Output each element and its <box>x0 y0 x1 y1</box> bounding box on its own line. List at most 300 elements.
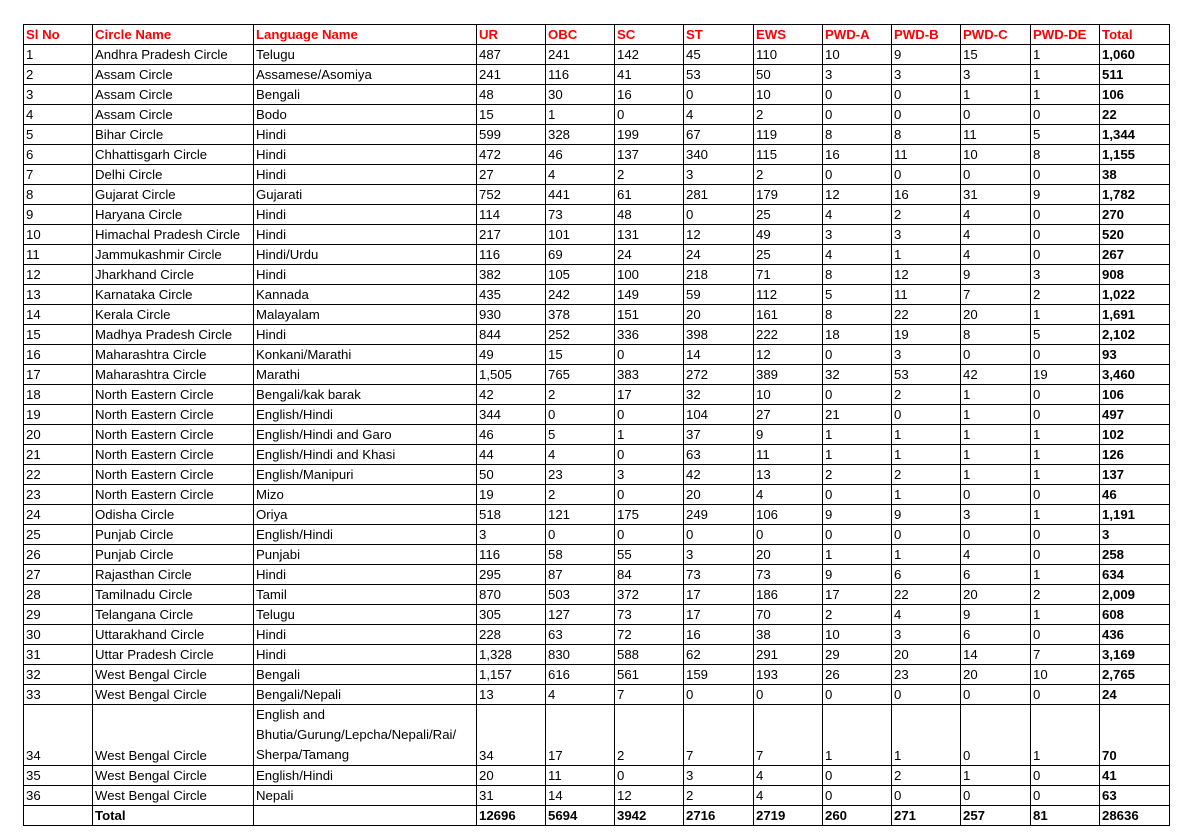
total-cell-ur: 12696 <box>477 806 546 826</box>
cell-sc: 0 <box>615 345 684 365</box>
cell-obc: 328 <box>546 125 615 145</box>
cell-pwd-a: 3 <box>823 225 892 245</box>
cell-total: 1,022 <box>1100 285 1170 305</box>
cell-sl-no: 13 <box>24 285 93 305</box>
cell-ur: 42 <box>477 385 546 405</box>
cell-obc: 0 <box>546 405 615 425</box>
cell-pwd-c: 9 <box>961 605 1031 625</box>
cell-circle-name: Jharkhand Circle <box>93 265 254 285</box>
cell-circle-name: West Bengal Circle <box>93 685 254 705</box>
cell-ur: 34 <box>477 705 546 766</box>
cell-ur: 15 <box>477 105 546 125</box>
cell-pwd-de: 0 <box>1031 165 1100 185</box>
column-header-pwd-c: PWD-C <box>961 25 1031 45</box>
cell-st: 340 <box>684 145 754 165</box>
table-row <box>24 525 1170 545</box>
cell-pwd-de: 9 <box>1031 185 1100 205</box>
cell-total: 608 <box>1100 605 1170 625</box>
table-row <box>24 645 1170 665</box>
cell-language-name: Bodo <box>254 105 477 125</box>
table-row <box>24 405 1170 425</box>
cell-pwd-de: 1 <box>1031 705 1100 766</box>
cell-total: 2,009 <box>1100 585 1170 605</box>
cell-pwd-a: 8 <box>823 265 892 285</box>
cell-pwd-b: 53 <box>892 365 961 385</box>
cell-sl-no: 28 <box>24 585 93 605</box>
cell-obc: 2 <box>546 485 615 505</box>
cell-pwd-de: 3 <box>1031 265 1100 285</box>
cell-st: 0 <box>684 85 754 105</box>
table-row <box>24 165 1170 185</box>
cell-sl-no: 3 <box>24 85 93 105</box>
cell-total: 908 <box>1100 265 1170 285</box>
cell-pwd-c: 3 <box>961 65 1031 85</box>
cell-obc: 241 <box>546 45 615 65</box>
cell-st: 4 <box>684 105 754 125</box>
cell-pwd-de: 1 <box>1031 445 1100 465</box>
cell-obc: 4 <box>546 685 615 705</box>
cell-pwd-a: 0 <box>823 766 892 786</box>
cell-obc: 830 <box>546 645 615 665</box>
cell-ur: 116 <box>477 245 546 265</box>
cell-circle-name: North Eastern Circle <box>93 465 254 485</box>
cell-sc: 561 <box>615 665 684 685</box>
cell-pwd-c: 0 <box>961 525 1031 545</box>
cell-sl-no: 30 <box>24 625 93 645</box>
cell-ews: 4 <box>754 786 823 806</box>
total-cell-total: 28636 <box>1100 806 1170 826</box>
cell-language-name: English/Manipuri <box>254 465 477 485</box>
cell-ur: 599 <box>477 125 546 145</box>
cell-pwd-c: 15 <box>961 45 1031 65</box>
cell-st: 3 <box>684 545 754 565</box>
cell-pwd-c: 20 <box>961 665 1031 685</box>
cell-sl-no: 7 <box>24 165 93 185</box>
cell-ews: 2 <box>754 165 823 185</box>
cell-language-name: Telugu <box>254 605 477 625</box>
cell-pwd-de: 8 <box>1031 145 1100 165</box>
cell-ews: 73 <box>754 565 823 585</box>
cell-pwd-de: 1 <box>1031 45 1100 65</box>
cell-ews: 10 <box>754 85 823 105</box>
cell-ur: 217 <box>477 225 546 245</box>
cell-circle-name: North Eastern Circle <box>93 385 254 405</box>
cell-pwd-b: 1 <box>892 705 961 766</box>
total-row <box>24 806 1170 826</box>
cell-pwd-b: 19 <box>892 325 961 345</box>
cell-pwd-a: 2 <box>823 605 892 625</box>
table-row <box>24 766 1170 786</box>
cell-obc: 252 <box>546 325 615 345</box>
cell-obc: 765 <box>546 365 615 385</box>
cell-ews: 25 <box>754 205 823 225</box>
cell-pwd-c: 7 <box>961 285 1031 305</box>
cell-sc: 3 <box>615 465 684 485</box>
cell-pwd-c: 4 <box>961 205 1031 225</box>
cell-ur: 930 <box>477 305 546 325</box>
cell-pwd-a: 4 <box>823 245 892 265</box>
cell-pwd-b: 23 <box>892 665 961 685</box>
cell-total: 102 <box>1100 425 1170 445</box>
cell-language-name: Hindi <box>254 125 477 145</box>
cell-pwd-a: 0 <box>823 485 892 505</box>
cell-circle-name: Rajasthan Circle <box>93 565 254 585</box>
cell-pwd-a: 0 <box>823 105 892 125</box>
cell-st: 32 <box>684 385 754 405</box>
cell-obc: 503 <box>546 585 615 605</box>
cell-circle-name: Madhya Pradesh Circle <box>93 325 254 345</box>
cell-pwd-b: 1 <box>892 545 961 565</box>
cell-sc: 48 <box>615 205 684 225</box>
cell-sl-no: 26 <box>24 545 93 565</box>
cell-ur: 31 <box>477 786 546 806</box>
cell-pwd-de: 0 <box>1031 525 1100 545</box>
cell-st: 20 <box>684 485 754 505</box>
cell-language-name: Konkani/Marathi <box>254 345 477 365</box>
vacancy-table <box>23 24 1170 826</box>
cell-sc: 383 <box>615 365 684 385</box>
total-cell-sl-no <box>24 806 93 826</box>
cell-total: 267 <box>1100 245 1170 265</box>
column-header-st: ST <box>684 25 754 45</box>
cell-pwd-de: 0 <box>1031 685 1100 705</box>
cell-ur: 487 <box>477 45 546 65</box>
cell-pwd-b: 0 <box>892 786 961 806</box>
cell-obc: 46 <box>546 145 615 165</box>
cell-ur: 344 <box>477 405 546 425</box>
cell-pwd-c: 20 <box>961 305 1031 325</box>
cell-pwd-de: 1 <box>1031 465 1100 485</box>
cell-circle-name: Odisha Circle <box>93 505 254 525</box>
cell-obc: 121 <box>546 505 615 525</box>
cell-pwd-a: 10 <box>823 625 892 645</box>
cell-sl-no: 35 <box>24 766 93 786</box>
cell-sl-no: 23 <box>24 485 93 505</box>
cell-total: 3 <box>1100 525 1170 545</box>
cell-sl-no: 36 <box>24 786 93 806</box>
cell-total: 2,102 <box>1100 325 1170 345</box>
cell-language-name: Bengali <box>254 665 477 685</box>
cell-pwd-b: 3 <box>892 625 961 645</box>
cell-sl-no: 18 <box>24 385 93 405</box>
cell-obc: 73 <box>546 205 615 225</box>
cell-ur: 3 <box>477 525 546 545</box>
column-header-pwd-b: PWD-B <box>892 25 961 45</box>
cell-pwd-b: 0 <box>892 105 961 125</box>
cell-pwd-de: 19 <box>1031 365 1100 385</box>
cell-ews: 106 <box>754 505 823 525</box>
cell-pwd-a: 17 <box>823 585 892 605</box>
cell-total: 1,191 <box>1100 505 1170 525</box>
cell-language-name: Hindi <box>254 225 477 245</box>
cell-total: 63 <box>1100 786 1170 806</box>
column-header-pwd-de: PWD-DE <box>1031 25 1100 45</box>
table-row <box>24 786 1170 806</box>
cell-pwd-de: 1 <box>1031 85 1100 105</box>
cell-sc: 0 <box>615 105 684 125</box>
cell-total: 520 <box>1100 225 1170 245</box>
total-cell-pwd-a: 260 <box>823 806 892 826</box>
cell-language-name: Bengali/kak barak <box>254 385 477 405</box>
total-cell-obc: 5694 <box>546 806 615 826</box>
cell-obc: 105 <box>546 265 615 285</box>
cell-total: 126 <box>1100 445 1170 465</box>
cell-pwd-c: 1 <box>961 465 1031 485</box>
cell-pwd-a: 2 <box>823 465 892 485</box>
cell-obc: 242 <box>546 285 615 305</box>
cell-pwd-c: 1 <box>961 405 1031 425</box>
cell-total: 1,155 <box>1100 145 1170 165</box>
column-header-language-name: Language Name <box>254 25 477 45</box>
cell-ews: 161 <box>754 305 823 325</box>
cell-sc: 55 <box>615 545 684 565</box>
cell-obc: 616 <box>546 665 615 685</box>
cell-st: 281 <box>684 185 754 205</box>
cell-sc: 149 <box>615 285 684 305</box>
cell-ews: 13 <box>754 465 823 485</box>
cell-circle-name: Kerala Circle <box>93 305 254 325</box>
cell-pwd-b: 0 <box>892 685 961 705</box>
cell-ews: 222 <box>754 325 823 345</box>
cell-pwd-de: 0 <box>1031 345 1100 365</box>
total-cell-pwd-c: 257 <box>961 806 1031 826</box>
cell-sc: 7 <box>615 685 684 705</box>
cell-pwd-c: 0 <box>961 685 1031 705</box>
cell-sl-no: 32 <box>24 665 93 685</box>
cell-pwd-de: 0 <box>1031 786 1100 806</box>
cell-pwd-c: 10 <box>961 145 1031 165</box>
cell-sl-no: 2 <box>24 65 93 85</box>
cell-sc: 17 <box>615 385 684 405</box>
cell-st: 16 <box>684 625 754 645</box>
cell-obc: 11 <box>546 766 615 786</box>
cell-ur: 48 <box>477 85 546 105</box>
cell-sl-no: 25 <box>24 525 93 545</box>
cell-sl-no: 6 <box>24 145 93 165</box>
cell-circle-name: Assam Circle <box>93 105 254 125</box>
cell-language-name: Hindi/Urdu <box>254 245 477 265</box>
cell-sl-no: 14 <box>24 305 93 325</box>
cell-circle-name: Karnataka Circle <box>93 285 254 305</box>
cell-pwd-c: 1 <box>961 445 1031 465</box>
cell-sl-no: 29 <box>24 605 93 625</box>
cell-sc: 61 <box>615 185 684 205</box>
cell-st: 104 <box>684 405 754 425</box>
table-row <box>24 605 1170 625</box>
cell-pwd-b: 8 <box>892 125 961 145</box>
cell-language-name: Hindi <box>254 325 477 345</box>
table-row <box>24 485 1170 505</box>
cell-pwd-b: 1 <box>892 245 961 265</box>
cell-st: 3 <box>684 766 754 786</box>
cell-sl-no: 11 <box>24 245 93 265</box>
cell-st: 17 <box>684 585 754 605</box>
cell-total: 1,691 <box>1100 305 1170 325</box>
cell-st: 159 <box>684 665 754 685</box>
cell-pwd-c: 6 <box>961 565 1031 585</box>
cell-ur: 844 <box>477 325 546 345</box>
cell-circle-name: Delhi Circle <box>93 165 254 185</box>
cell-total: 1,782 <box>1100 185 1170 205</box>
cell-circle-name: Uttarakhand Circle <box>93 625 254 645</box>
cell-total: 24 <box>1100 685 1170 705</box>
cell-total: 137 <box>1100 465 1170 485</box>
table-row <box>24 285 1170 305</box>
table-row <box>24 585 1170 605</box>
cell-language-name: Hindi <box>254 265 477 285</box>
cell-obc: 15 <box>546 345 615 365</box>
cell-sc: 2 <box>615 705 684 766</box>
table-row <box>24 305 1170 325</box>
cell-total: 2,765 <box>1100 665 1170 685</box>
cell-pwd-de: 2 <box>1031 585 1100 605</box>
cell-language-name: Hindi <box>254 145 477 165</box>
cell-sc: 84 <box>615 565 684 585</box>
cell-pwd-c: 8 <box>961 325 1031 345</box>
cell-ur: 228 <box>477 625 546 645</box>
column-header-total: Total <box>1100 25 1170 45</box>
cell-pwd-c: 4 <box>961 245 1031 265</box>
cell-pwd-c: 4 <box>961 225 1031 245</box>
cell-pwd-de: 0 <box>1031 545 1100 565</box>
cell-circle-name: West Bengal Circle <box>93 786 254 806</box>
table-row <box>24 565 1170 585</box>
cell-circle-name: Assam Circle <box>93 65 254 85</box>
cell-pwd-b: 11 <box>892 285 961 305</box>
cell-pwd-c: 1 <box>961 385 1031 405</box>
cell-ur: 382 <box>477 265 546 285</box>
cell-ur: 50 <box>477 465 546 485</box>
cell-obc: 69 <box>546 245 615 265</box>
cell-circle-name: Punjab Circle <box>93 525 254 545</box>
cell-pwd-a: 10 <box>823 45 892 65</box>
cell-obc: 441 <box>546 185 615 205</box>
table-row <box>24 205 1170 225</box>
cell-circle-name: Telangana Circle <box>93 605 254 625</box>
cell-ews: 193 <box>754 665 823 685</box>
total-cell-st: 2716 <box>684 806 754 826</box>
cell-pwd-de: 0 <box>1031 766 1100 786</box>
cell-ews: 49 <box>754 225 823 245</box>
cell-sc: 100 <box>615 265 684 285</box>
cell-circle-name: Assam Circle <box>93 85 254 105</box>
cell-sc: 2 <box>615 165 684 185</box>
table-row <box>24 545 1170 565</box>
table-row <box>24 265 1170 285</box>
cell-pwd-c: 0 <box>961 345 1031 365</box>
cell-pwd-b: 12 <box>892 265 961 285</box>
cell-ews: 7 <box>754 705 823 766</box>
cell-language-name: Nepali <box>254 786 477 806</box>
cell-pwd-a: 0 <box>823 385 892 405</box>
cell-obc: 17 <box>546 705 615 766</box>
cell-st: 2 <box>684 786 754 806</box>
cell-sl-no: 33 <box>24 685 93 705</box>
cell-sc: 72 <box>615 625 684 645</box>
cell-st: 45 <box>684 45 754 65</box>
cell-pwd-b: 0 <box>892 525 961 545</box>
cell-pwd-de: 5 <box>1031 125 1100 145</box>
cell-obc: 23 <box>546 465 615 485</box>
cell-pwd-de: 0 <box>1031 625 1100 645</box>
cell-st: 0 <box>684 525 754 545</box>
cell-sl-no: 17 <box>24 365 93 385</box>
cell-total: 38 <box>1100 165 1170 185</box>
cell-pwd-b: 1 <box>892 485 961 505</box>
cell-pwd-b: 22 <box>892 305 961 325</box>
cell-circle-name: North Eastern Circle <box>93 405 254 425</box>
cell-total: 106 <box>1100 85 1170 105</box>
cell-total: 70 <box>1100 705 1170 766</box>
cell-sc: 73 <box>615 605 684 625</box>
cell-pwd-de: 10 <box>1031 665 1100 685</box>
cell-sc: 372 <box>615 585 684 605</box>
cell-sl-no: 20 <box>24 425 93 445</box>
cell-pwd-de: 1 <box>1031 565 1100 585</box>
cell-ews: 115 <box>754 145 823 165</box>
cell-obc: 4 <box>546 165 615 185</box>
cell-obc: 378 <box>546 305 615 325</box>
cell-language-name: Hindi <box>254 205 477 225</box>
cell-pwd-de: 1 <box>1031 65 1100 85</box>
cell-language-name: Bengali/Nepali <box>254 685 477 705</box>
total-cell-language-name <box>254 806 477 826</box>
cell-pwd-c: 1 <box>961 425 1031 445</box>
cell-pwd-a: 29 <box>823 645 892 665</box>
cell-circle-name: Uttar Pradesh Circle <box>93 645 254 665</box>
cell-pwd-a: 4 <box>823 205 892 225</box>
cell-pwd-de: 0 <box>1031 385 1100 405</box>
cell-total: 497 <box>1100 405 1170 425</box>
cell-pwd-c: 42 <box>961 365 1031 385</box>
cell-pwd-de: 0 <box>1031 485 1100 505</box>
cell-pwd-b: 9 <box>892 505 961 525</box>
cell-pwd-c: 20 <box>961 585 1031 605</box>
cell-st: 17 <box>684 605 754 625</box>
cell-sc: 0 <box>615 766 684 786</box>
cell-st: 73 <box>684 565 754 585</box>
cell-circle-name: Bihar Circle <box>93 125 254 145</box>
cell-sl-no: 4 <box>24 105 93 125</box>
cell-ews: 25 <box>754 245 823 265</box>
cell-ur: 19 <box>477 485 546 505</box>
cell-language-name: Tamil <box>254 585 477 605</box>
cell-pwd-de: 0 <box>1031 405 1100 425</box>
cell-ews: 291 <box>754 645 823 665</box>
cell-sc: 151 <box>615 305 684 325</box>
cell-st: 62 <box>684 645 754 665</box>
cell-pwd-a: 8 <box>823 305 892 325</box>
cell-pwd-b: 20 <box>892 645 961 665</box>
cell-st: 0 <box>684 205 754 225</box>
cell-pwd-de: 0 <box>1031 105 1100 125</box>
cell-obc: 63 <box>546 625 615 645</box>
cell-pwd-c: 6 <box>961 625 1031 645</box>
cell-pwd-a: 9 <box>823 565 892 585</box>
cell-pwd-a: 8 <box>823 125 892 145</box>
cell-pwd-a: 12 <box>823 185 892 205</box>
cell-ews: 20 <box>754 545 823 565</box>
cell-circle-name: West Bengal Circle <box>93 766 254 786</box>
cell-circle-name: Gujarat Circle <box>93 185 254 205</box>
column-header-sl-no: Sl No <box>24 25 93 45</box>
table-row <box>24 105 1170 125</box>
cell-total: 46 <box>1100 485 1170 505</box>
table-row <box>24 45 1170 65</box>
cell-pwd-b: 2 <box>892 385 961 405</box>
cell-sl-no: 9 <box>24 205 93 225</box>
cell-total: 436 <box>1100 625 1170 645</box>
